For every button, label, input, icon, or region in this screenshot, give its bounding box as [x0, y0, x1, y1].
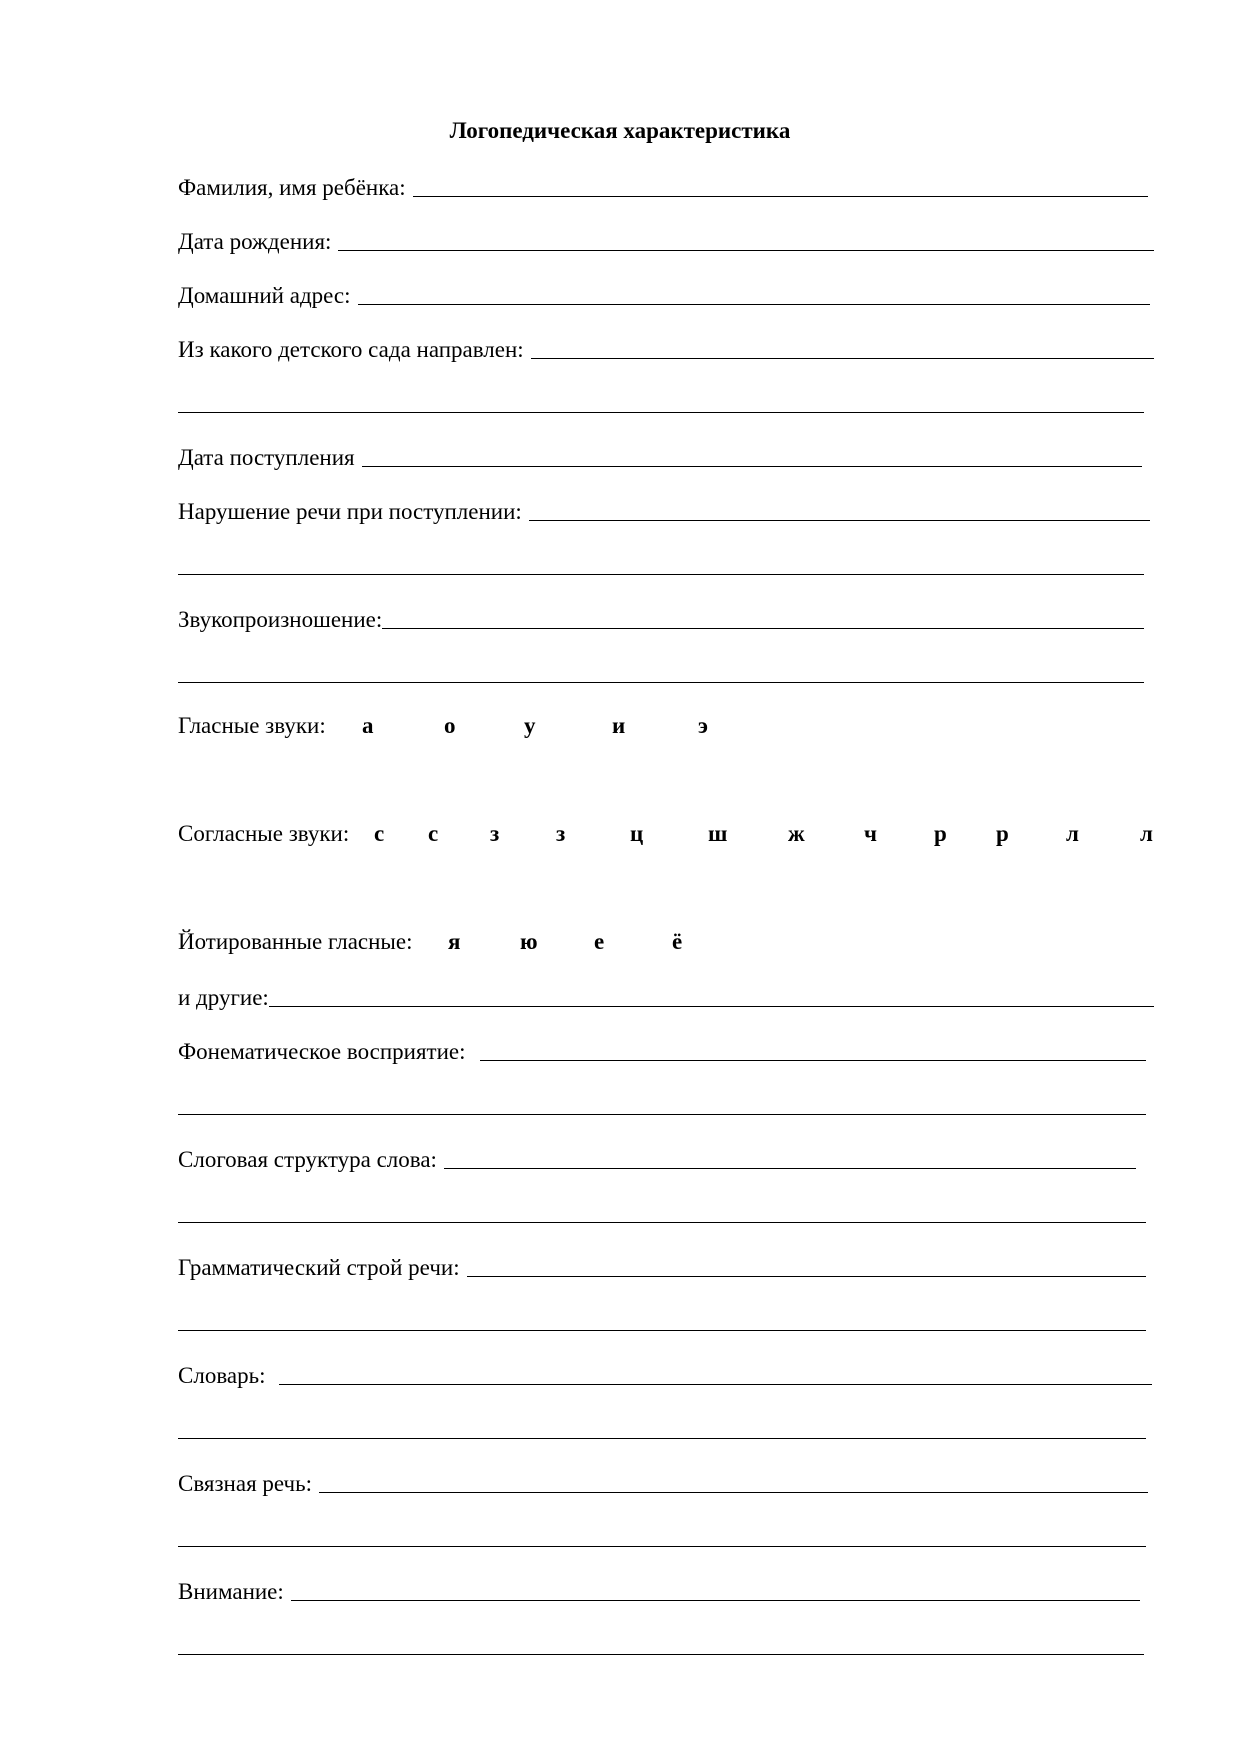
vowel-sound: и — [612, 713, 626, 738]
phonemic-perception-field-line-2[interactable] — [178, 1114, 1146, 1115]
phonemic-perception-row — [178, 1034, 1146, 1066]
birth-date-label: Дата рождения: — [178, 229, 332, 254]
grammar-row — [178, 1250, 1146, 1282]
sound-pronunciation-row — [178, 602, 1144, 634]
coherent-speech-field[interactable] — [319, 1492, 1148, 1493]
consonant-sound: ц — [630, 821, 644, 846]
speech-disorder-field-line-2[interactable] — [178, 574, 1144, 575]
vocabulary-field[interactable] — [279, 1384, 1152, 1385]
kindergarten-label: Из какого детского сада направлен: — [178, 337, 524, 362]
speech-disorder-row — [178, 494, 1150, 526]
phonemic-perception-field[interactable] — [480, 1060, 1147, 1061]
consonants-label: Согласные звуки: — [178, 821, 350, 846]
home-address-field[interactable] — [358, 304, 1150, 305]
attention-label: Внимание: — [178, 1579, 284, 1604]
birth-date-row — [178, 224, 1154, 256]
child-name-field[interactable] — [413, 196, 1148, 197]
speech-disorder-field[interactable] — [529, 520, 1150, 521]
home-address-row — [178, 278, 1150, 310]
consonant-sound: л — [1140, 821, 1153, 846]
vocabulary-field-line-2[interactable] — [178, 1438, 1146, 1439]
attention-continuation-row — [178, 1628, 1144, 1660]
consonant-sound: с — [374, 821, 385, 846]
syllable-structure-field-line-2[interactable] — [178, 1222, 1146, 1223]
home-address-label: Домашний адрес: — [178, 283, 351, 308]
iotated-sound: е — [594, 929, 605, 954]
consonant-sound: л — [1066, 821, 1079, 846]
syllable-structure-field[interactable] — [444, 1168, 1136, 1169]
consonant-sound: з — [556, 821, 566, 846]
coherent-speech-field-line-2[interactable] — [178, 1546, 1146, 1547]
iotated-row — [178, 928, 878, 960]
child-name-row — [178, 170, 1148, 202]
vowel-sound: э — [698, 713, 708, 738]
vowel-sound: а — [362, 713, 374, 738]
sound-pronunciation-continuation-row — [178, 656, 1144, 688]
syllable-structure-row — [178, 1142, 1136, 1174]
attention-row — [178, 1574, 1140, 1606]
coherent-speech-continuation-row — [178, 1520, 1146, 1552]
others-field[interactable] — [269, 1006, 1154, 1007]
speech-disorder-label: Нарушение речи при поступлении: — [178, 499, 522, 524]
attention-field-line-2[interactable] — [178, 1654, 1144, 1655]
iotated-sound: ю — [520, 929, 538, 954]
vocabulary-row — [178, 1358, 1152, 1390]
grammar-label: Грамматический строй речи: — [178, 1255, 460, 1280]
document-title: Логопедическая характеристика — [449, 118, 791, 143]
iotated-sound: ё — [672, 929, 683, 954]
phonemic-perception-label: Фонематическое восприятие: — [178, 1039, 466, 1064]
iotated-sound: я — [448, 929, 461, 954]
consonant-sound: с — [428, 821, 439, 846]
admission-date-field[interactable] — [362, 466, 1142, 467]
admission-date-label: Дата поступления — [178, 445, 355, 470]
sound-pronunciation-field-line-2[interactable] — [178, 682, 1144, 683]
consonant-sound: р — [934, 821, 947, 846]
consonant-sound: р — [996, 821, 1009, 846]
vowels-row — [178, 712, 878, 744]
consonants-row — [178, 820, 1178, 852]
vocabulary-continuation-row — [178, 1412, 1146, 1444]
consonant-sound: ж — [788, 821, 805, 846]
speech-disorder-continuation-row — [178, 548, 1144, 580]
syllable-structure-label: Слоговая структура слова: — [178, 1147, 437, 1172]
attention-field[interactable] — [291, 1600, 1140, 1601]
kindergarten-field[interactable] — [531, 358, 1154, 359]
sound-pronunciation-field[interactable] — [382, 628, 1144, 629]
iotated-label: Йотированные гласные: — [178, 929, 413, 954]
others-label: и другие: — [178, 985, 269, 1010]
kindergarten-row — [178, 332, 1154, 364]
kindergarten-field-line-2[interactable] — [178, 412, 1144, 413]
vowels-label: Гласные звуки: — [178, 713, 326, 738]
sound-pronunciation-label: Звукопроизношение: — [178, 607, 383, 632]
phonemic-perception-continuation-row — [178, 1088, 1146, 1120]
admission-date-row — [178, 440, 1142, 472]
birth-date-field[interactable] — [338, 250, 1154, 251]
consonant-sound: ш — [708, 821, 728, 846]
others-row — [178, 980, 1154, 1012]
coherent-speech-row — [178, 1466, 1148, 1498]
kindergarten-continuation-row — [178, 386, 1144, 418]
vowel-sound: о — [444, 713, 456, 738]
grammar-continuation-row — [178, 1304, 1146, 1336]
consonant-sound: з — [490, 821, 500, 846]
grammar-field[interactable] — [467, 1276, 1146, 1277]
vocabulary-label: Словарь: — [178, 1363, 266, 1388]
grammar-field-line-2[interactable] — [178, 1330, 1146, 1331]
consonant-sound: ч — [864, 821, 877, 846]
syllable-structure-continuation-row — [178, 1196, 1146, 1228]
child-name-label: Фамилия, имя ребёнка: — [178, 175, 406, 200]
coherent-speech-label: Связная речь: — [178, 1471, 312, 1496]
vowel-sound: у — [524, 713, 536, 738]
